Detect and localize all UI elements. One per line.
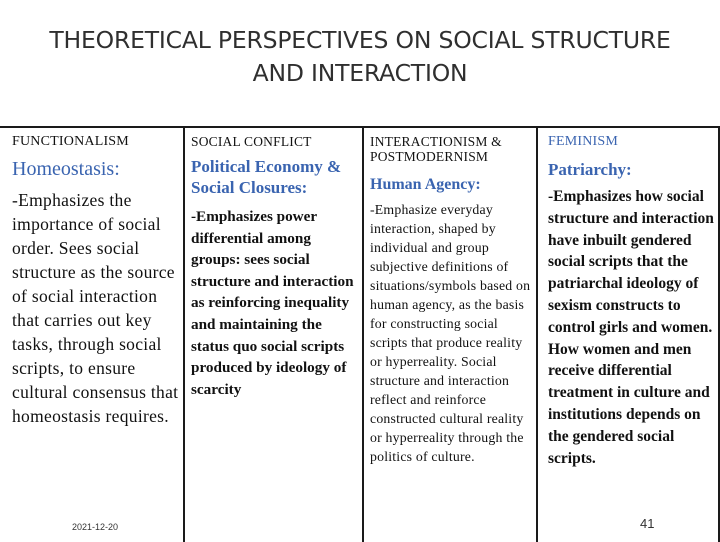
column-subheading: Patriarchy: [548, 160, 632, 179]
page-number: 41 [640, 516, 655, 531]
slide-title-line-1: THEORETICAL PERSPECTIVES ON SOCIAL STRUCTURE [49, 26, 671, 54]
column-body: -Emphasize everyday interaction, shaped by individual and group subjective definitions of situations/symbols based on human agency, as the basis for constructing social scripts that produce reality or hyperreality. Social structure and interaction reflect and reinforce constructed cultural reality or hyperreality through the politics of culture. [370, 202, 531, 464]
column-header-line-2: POSTMODERNISM [370, 149, 489, 164]
column-subheading: Human Agency: [370, 176, 481, 193]
column-social-conflict [185, 128, 362, 542]
column-subheading: Homeostasis: [12, 158, 120, 180]
column-header [370, 134, 530, 164]
slide-date: 2021-12-20 [72, 522, 119, 532]
column-header: SOCIAL CONFLICT [191, 134, 312, 149]
column-functionalism [0, 128, 183, 542]
column-header: FUNCTIONALISM [12, 134, 129, 149]
column-header: FEMINISM [548, 134, 619, 149]
slide-title-line-2: AND INTERACTION [252, 59, 468, 87]
column-body: -Emphasizes power differential among groups: sees social structure and interaction as reinforcing inequality and maintaining the status quo social scripts produced by ideology of scarcity [191, 208, 354, 398]
column-header-line-1: INTERACTIONISM & [370, 134, 502, 149]
column-subheading: Political Economy & Social Closures: [191, 157, 342, 197]
column-body: -Emphasizes how social structure and interaction have inbuilt gendered social scripts that the patriarchal ideology of sexism constructs to control girls and women. How women and men receive differential treatment in culture and institutions depends on the gendered social scripts. [548, 188, 714, 467]
column-feminism [538, 128, 720, 542]
slide-title [0, 24, 720, 90]
column-body: -Emphasizes the importance of social order. Sees social structure as the source of social interaction that carries out key tasks, through social scripts, to ensure cultural consensus that homeostasis requires. [12, 190, 179, 426]
column-interactionism-postmodernism [364, 128, 536, 542]
perspectives-table [0, 126, 720, 542]
